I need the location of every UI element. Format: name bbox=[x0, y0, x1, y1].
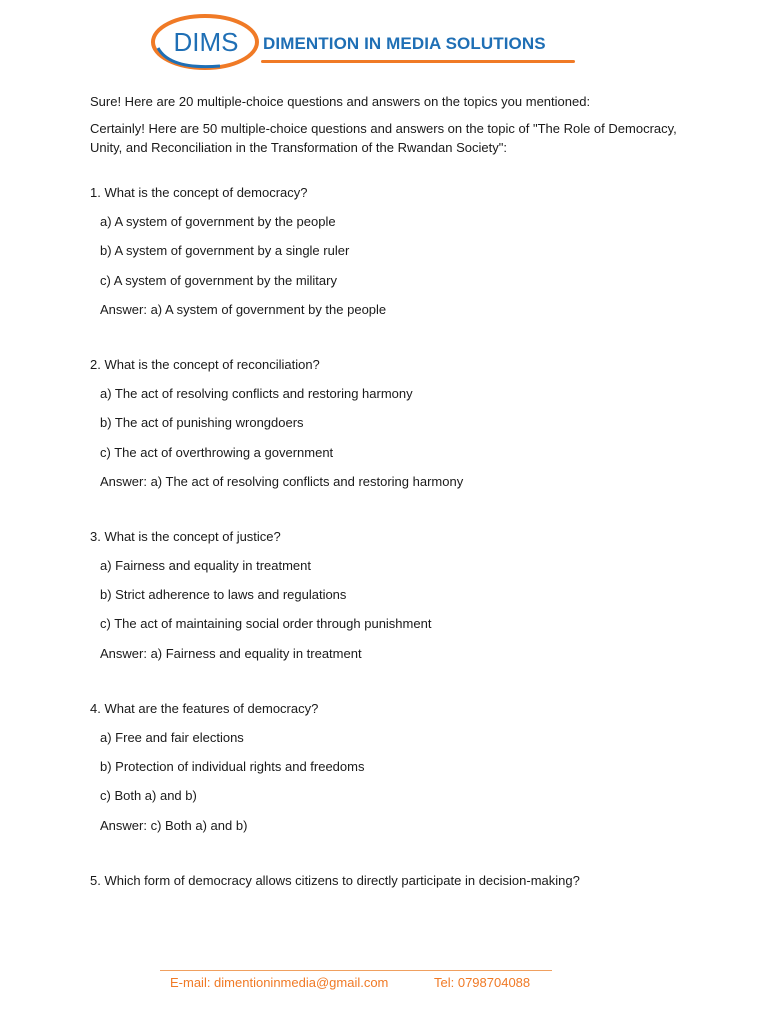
intro-line-2b: Unity, and Reconciliation in the Transformation of the Rwandan Society": bbox=[90, 140, 507, 155]
question-block-2 bbox=[90, 355, 680, 501]
brand-underline bbox=[261, 60, 575, 63]
option-b: b) Protection of individual rights and freedoms bbox=[100, 759, 365, 775]
dims-logo bbox=[150, 10, 262, 72]
logo-text: DIMS bbox=[173, 27, 239, 57]
question-block-1 bbox=[90, 183, 680, 329]
brand-title: DIMENTION IN MEDIA SOLUTIONS bbox=[263, 34, 546, 53]
question-text: 1. What is the concept of democracy? bbox=[90, 185, 308, 200]
intro-line-1: Sure! Here are 20 multiple-choice questions and answers on the topics you mentioned: bbox=[90, 94, 591, 109]
answer-line: Answer: a) A system of government by the people bbox=[100, 301, 387, 317]
question-block-4 bbox=[90, 699, 680, 845]
footer-email[interactable]: E-mail: dimentioninmedia@gmail.com bbox=[170, 975, 389, 990]
option-a: a) The act of resolving conflicts and restoring harmony bbox=[100, 386, 413, 402]
option-b: b) The act of punishing wrongdoers bbox=[100, 415, 304, 431]
answer-line: Answer: a) The act of resolving conflicts and restoring harmony bbox=[100, 473, 464, 489]
answer-line: Answer: a) Fairness and equality in treatment bbox=[100, 645, 362, 661]
option-b: b) Strict adherence to laws and regulations bbox=[100, 587, 347, 603]
footer-divider bbox=[160, 970, 552, 971]
intro-line-2a: Certainly! Here are 50 multiple-choice questions and answers on the topic of "The Role of Democracy, bbox=[90, 121, 677, 136]
question-block-3 bbox=[90, 527, 680, 673]
option-a: a) Free and fair elections bbox=[100, 730, 244, 745]
option-c: c) Both a) and b) bbox=[100, 788, 197, 804]
option-c: c) The act of overthrowing a government bbox=[100, 444, 334, 460]
option-a: a) A system of government by the people bbox=[100, 214, 336, 230]
intro-paragraph bbox=[90, 119, 680, 157]
option-c: c) The act of maintaining social order through punishment bbox=[100, 616, 432, 632]
question-5-text: 5. Which form of democracy allows citizens to directly participate in decision-making? bbox=[90, 872, 580, 888]
option-c: c) A system of government by the military bbox=[100, 272, 337, 288]
page-header bbox=[150, 10, 590, 70]
question-text: 2. What is the concept of reconciliation? bbox=[90, 356, 320, 372]
question-text: 3. What is the concept of justice? bbox=[90, 528, 281, 544]
answer-line: Answer: c) Both a) and b) bbox=[100, 817, 248, 833]
question-text: 4. What are the features of democracy? bbox=[90, 700, 319, 716]
footer-phone: Tel: 0798704088 bbox=[434, 975, 531, 990]
option-b: b) A system of government by a single ruler bbox=[100, 243, 350, 259]
option-a: a) Fairness and equality in treatment bbox=[100, 558, 311, 574]
document-body bbox=[90, 92, 680, 900]
